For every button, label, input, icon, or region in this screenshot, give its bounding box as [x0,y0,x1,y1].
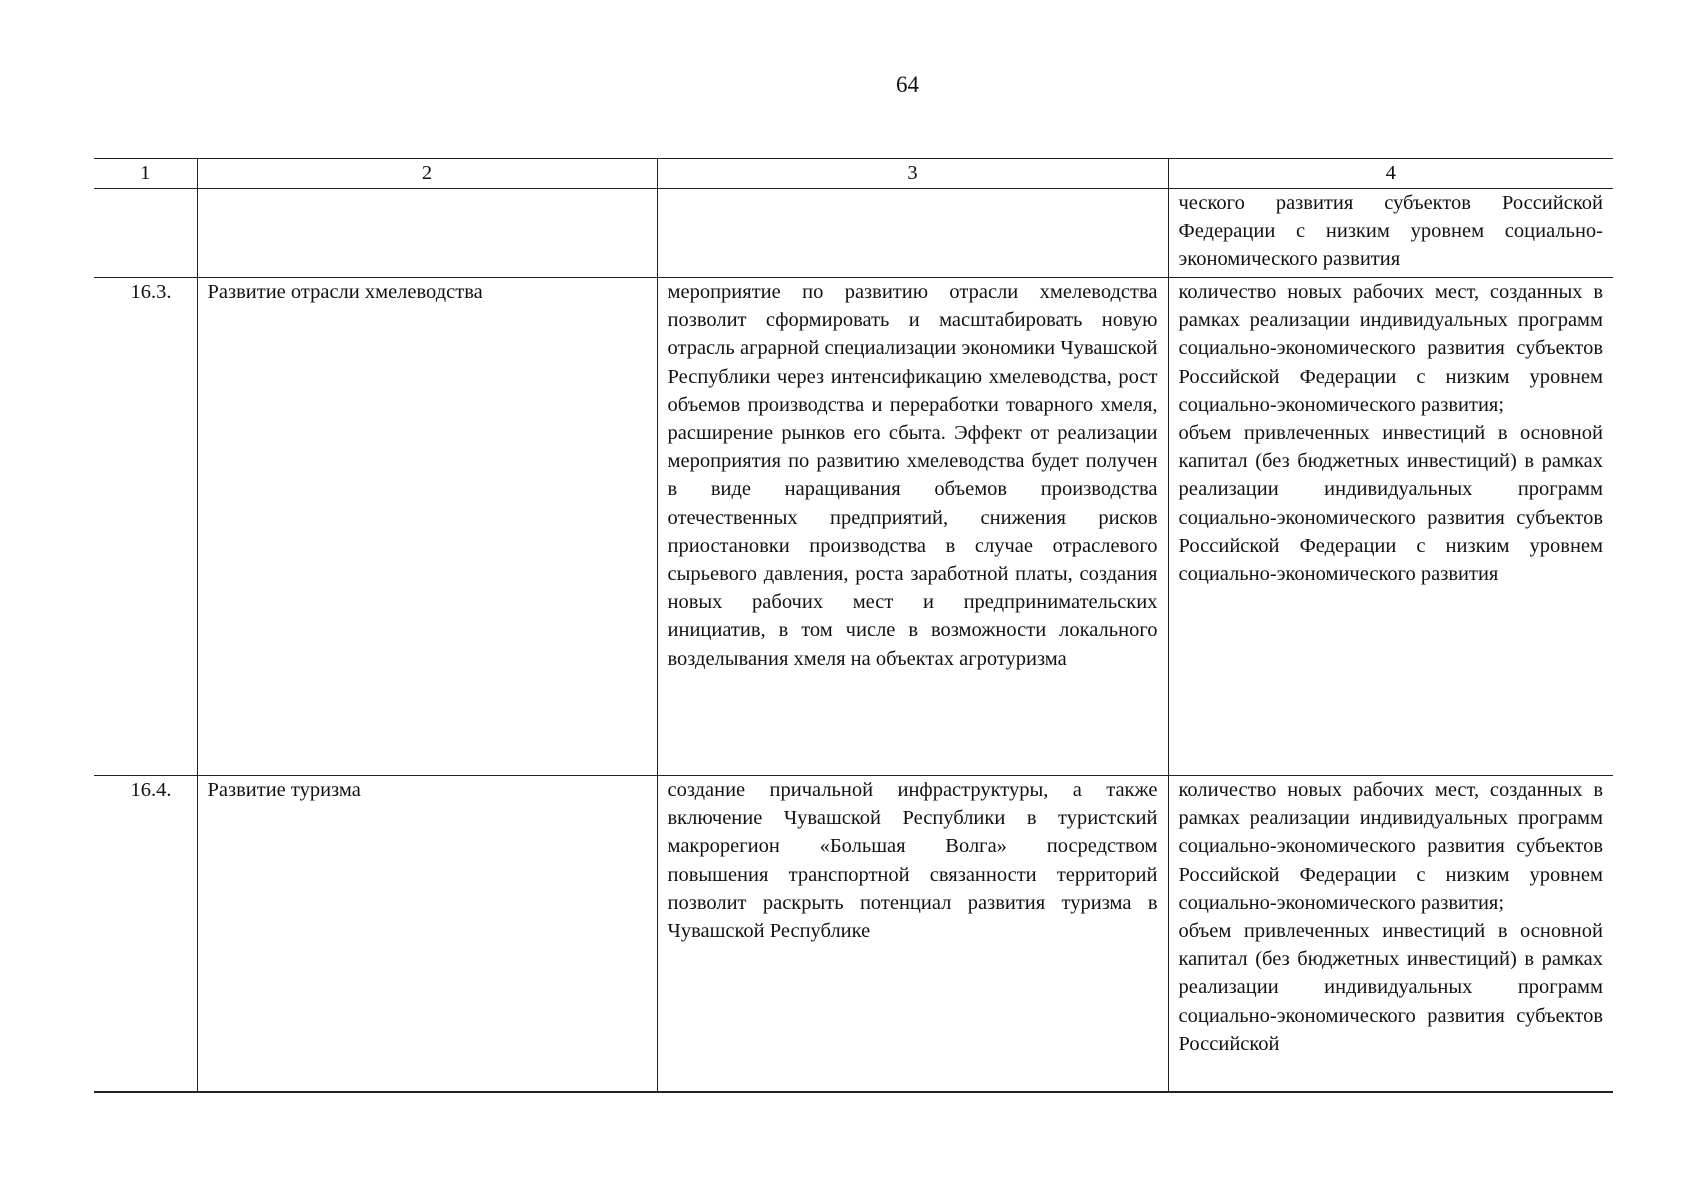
row-number-cell: 16.4. [94,776,197,1092]
table-row [94,189,1613,278]
indicators-cell: количество новых рабочих мест, созданных в рамках реализации индивидуальных программ социально-экономического развития субъектов Российской Федерации с низким уровнем социально-экономического развития; объем привлеченных инвестиций в основной капитал (без бюджетных инвестиций) в рамках реализации индивидуальных программ социально-экономического развития субъектов Российской Федерации с низким уровнем социально-экономического развития [1178,281,1603,586]
measure-name-cell [197,189,657,278]
measure-name-cell: Развитие туризма [197,776,657,1092]
column-header-1: 1 [94,159,197,189]
table-row [94,776,1613,1092]
measure-name-cell: Развитие отрасли хмелеводства [197,278,657,776]
effect-cell: мероприятие по развитию отрасли хмелеводства позволит сформировать и масштабировать новую отрасль аграрной специализации экономики Чувашской Республики через интенсификацию хмелеводства, рост объемов производства и переработки товарного хмеля, расширение рынков его сбыта. Эффект от реализации мероприятия по развитию хмелеводства будет получен в виде наращивания объемов производства отечественных предприятий, снижения рисков приостановки производства в случае отраслевого сырьевого давления, роста заработной платы, создания новых рабочих мест и предпринимательских инициатив, в том числе в возможности локального возделывания хмеля на объектах агротуризма [657,278,1168,776]
column-header-3: 3 [657,159,1168,189]
row-number-cell: 16.3. [94,278,197,776]
column-header-4: 4 [1168,159,1613,189]
effect-cell [657,189,1168,278]
table-row [94,278,1613,776]
measures-table [94,158,1613,1093]
table-header-row [94,159,1613,189]
column-header-2: 2 [197,159,657,189]
row-number-cell [94,189,197,278]
page-number: 64 [896,72,919,97]
indicators-cell: количество новых рабочих мест, созданных в рамках реализации индивидуальных программ социально-экономического развития субъектов Российской Федерации с низким уровнем социально-экономического развития; объем привлеченных инвестиций в основной капитал (без бюджетных инвестиций) в рамках реализации индивидуальных программ социально-экономического развития субъектов Российской [1178,779,1603,1055]
indicators-cell: ческого развития субъектов Российской Федерации с низким уровнем социально-экономического развития [1178,192,1603,271]
effect-cell: создание причальной инфраструктуры, а также включение Чувашской Республики в туристский макрорегион «Большая Волга» посредством повышения транспортной связанности территорий позволит раскрыть потенциал развития туризма в Чувашской Республике [657,776,1168,1092]
